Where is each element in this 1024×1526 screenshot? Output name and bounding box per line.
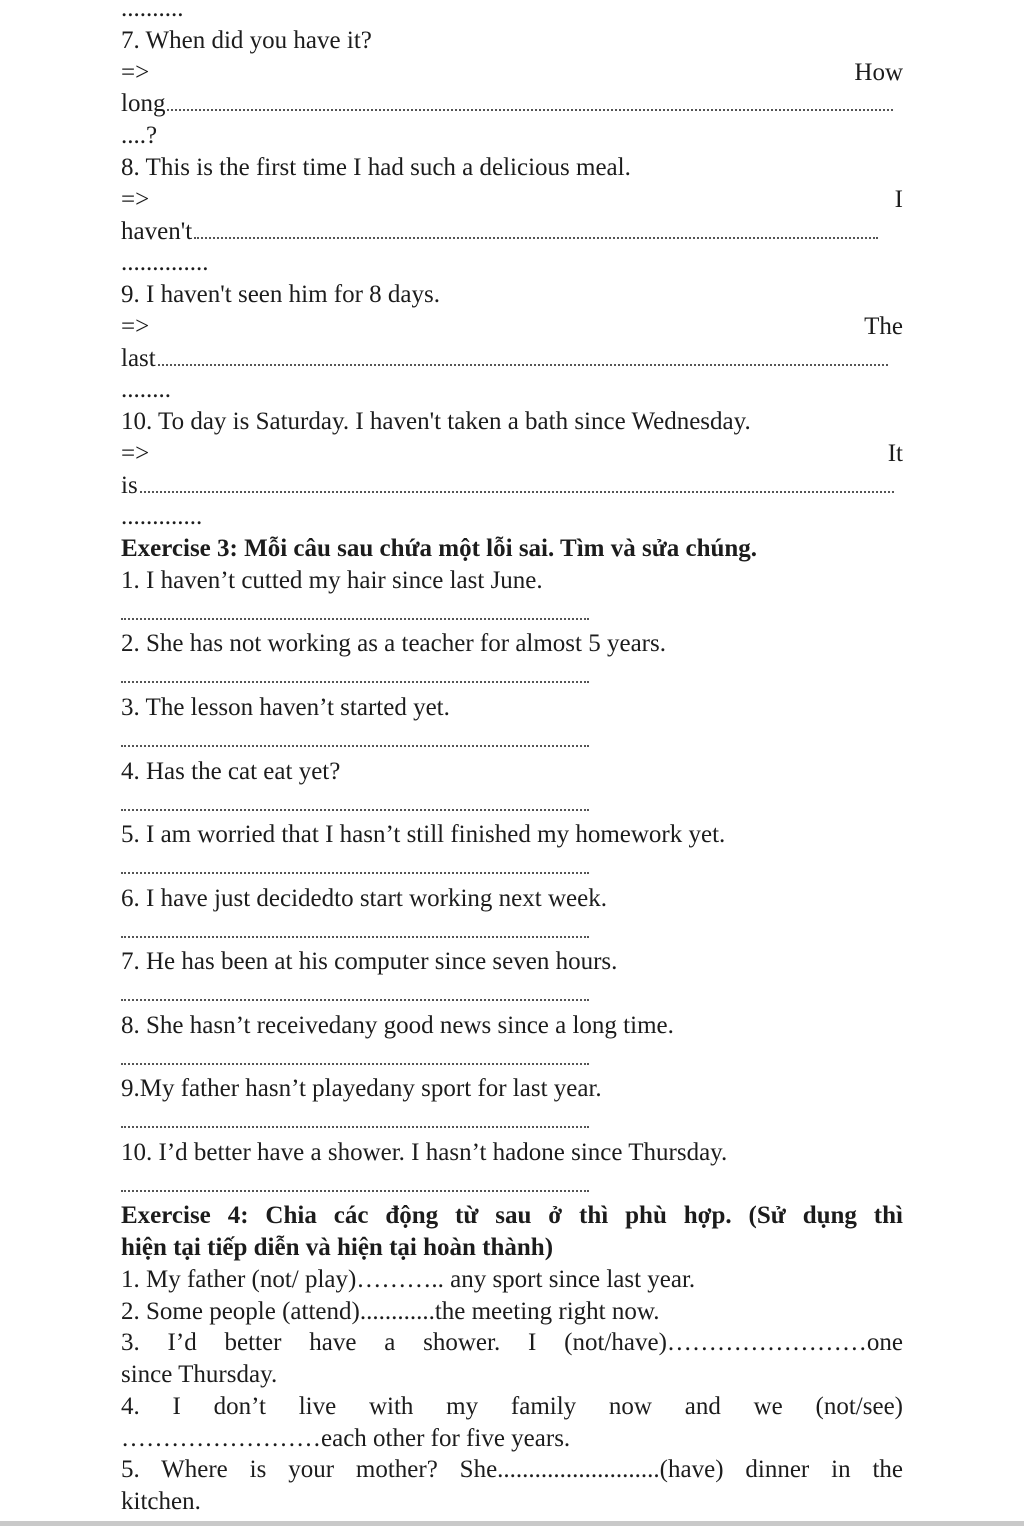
ex4-item-5-line1[interactable]: 5. Where is your mother? She..........................(have) dinner in the [121, 1456, 903, 1483]
ex2-q9-arrow: => [121, 313, 150, 340]
ex3-item-10: 10. I’d better have a shower. I hasn’t hadone since Thursday. [121, 1139, 728, 1166]
ex3-answer-7[interactable] [121, 999, 589, 1001]
ex2-q8-start-left: haven't [121, 218, 193, 245]
answer-leader [140, 485, 894, 493]
leftover-dots: .......... [121, 0, 184, 22]
ex2-q9-start-right: The [864, 313, 903, 340]
ex2-q7-prompt: 7. When did you have it? [121, 27, 372, 54]
ex4-item-1[interactable]: 1. My father (not/ play)……….. any sport since last year. [121, 1266, 696, 1293]
ex3-item-3: 3. The lesson haven’t started yet. [121, 694, 450, 721]
ex4-item-5-line2: kitchen. [121, 1488, 201, 1515]
ex2-q7-tail: ....? [121, 122, 158, 149]
ex4-item-4-line1: 4. I don’t live with my family now and we (not/see) [121, 1393, 903, 1420]
ex2-q10-answer-line[interactable] [121, 471, 894, 501]
ex4-item-3-line2: since Thursday. [121, 1361, 278, 1388]
ex3-answer-5[interactable] [121, 872, 589, 874]
ex2-q9-start-left: last [121, 345, 156, 372]
ex3-answer-4[interactable] [121, 809, 589, 811]
answer-leader [194, 231, 878, 239]
ex2-q10-start-left: is [121, 472, 138, 499]
ex2-q10-start-right: It [887, 440, 903, 467]
ex3-item-1: 1. I haven’t cutted my hair since last June. [121, 567, 543, 594]
ex2-q8-answer-line[interactable] [121, 217, 878, 247]
ex2-q9-answer-line[interactable] [121, 344, 888, 374]
ex3-answer-1[interactable] [121, 618, 589, 620]
ex3-answer-3[interactable] [121, 745, 589, 747]
ex4-title-line1: Exercise 4: Chia các động từ sau ở thì phù hợp. (Sử dụng thì [121, 1202, 903, 1229]
ex2-q9-tail: ........ [121, 376, 171, 403]
ex2-q7-start-left: long [121, 90, 166, 117]
ex4-item-2[interactable]: 2. Some people (attend)............the meeting right now. [121, 1298, 660, 1325]
ex2-q10-tail: ............. [121, 503, 203, 530]
answer-leader [158, 358, 888, 366]
ex3-answer-9[interactable] [121, 1126, 589, 1128]
answer-leader [167, 103, 893, 111]
ex3-item-2: 2. She has not working as a teacher for almost 5 years. [121, 630, 666, 657]
ex2-q9-prompt: 9. I haven't seen him for 8 days. [121, 281, 441, 308]
ex2-q8-start-right: I [894, 186, 903, 213]
ex2-q10-prompt: 10. To day is Saturday. I haven't taken a bath since Wednesday. [121, 408, 751, 435]
ex2-q7-arrow: => [121, 59, 150, 86]
ex3-item-6: 6. I have just decidedto start working next week. [121, 885, 607, 912]
ex2-q8-arrow: => [121, 186, 150, 213]
ex2-q8-tail: .............. [121, 249, 209, 276]
ex3-title: Exercise 3: Mỗi câu sau chứa một lỗi sai. Tìm và sửa chúng. [121, 535, 758, 562]
ex3-item-4: 4. Has the cat eat yet? [121, 758, 341, 785]
ex4-item-3-line1[interactable]: 3. I’d better have a shower. I (not/have)……………………one [121, 1329, 903, 1356]
ex3-item-5: 5. I am worried that I hasn’t still finished my homework yet. [121, 821, 726, 848]
ex3-answer-8[interactable] [121, 1063, 589, 1065]
page-bottom-edge [0, 1521, 1024, 1526]
ex3-item-7: 7. He has been at his computer since seven hours. [121, 948, 618, 975]
ex2-q7-answer-line[interactable] [121, 89, 893, 119]
ex3-item-9: 9.My father hasn’t playedany sport for last year. [121, 1075, 602, 1102]
ex3-answer-2[interactable] [121, 681, 589, 683]
ex3-item-8: 8. She hasn’t receivedany good news since a long time. [121, 1012, 674, 1039]
ex3-answer-6[interactable] [121, 936, 589, 938]
ex2-q10-arrow: => [121, 440, 150, 467]
ex3-answer-10[interactable] [121, 1190, 589, 1192]
ex4-title-line2: hiện tại tiếp diễn và hiện tại hoàn thành) [121, 1234, 554, 1261]
ex2-q8-prompt: 8. This is the first time I had such a delicious meal. [121, 154, 631, 181]
ex4-item-4-line2[interactable]: ……………………each other for five years. [121, 1425, 571, 1452]
ex2-q7-start-right: How [854, 59, 903, 86]
